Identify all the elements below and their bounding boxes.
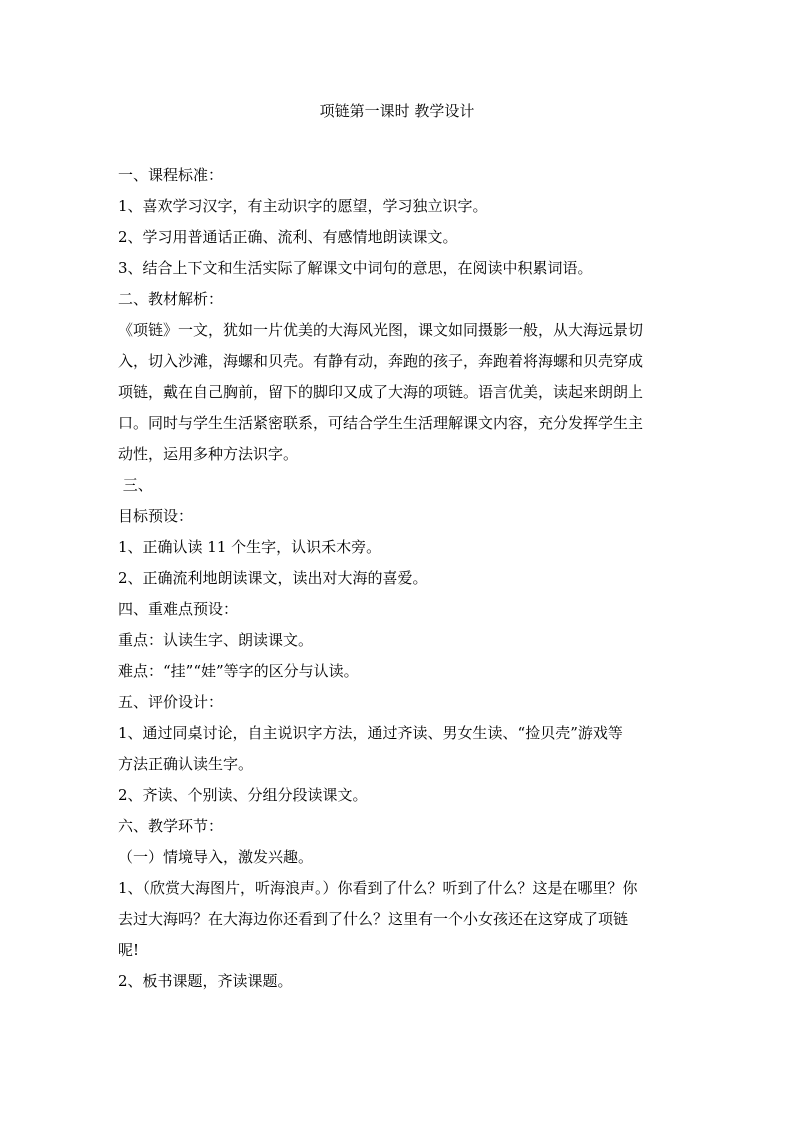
paragraph-line: 动性，运用多种方法识字。 <box>118 445 299 463</box>
list-item: 1、通过同桌讨论，自主说识字方法，通过齐读、男女生读、“捡贝壳”游戏等 <box>118 724 623 742</box>
section-heading: 一、课程标准： <box>118 166 224 184</box>
text-line: 重点：认读生字、朗读课文。 <box>118 631 314 649</box>
list-item: 3、结合上下文和生活实际了解课文中词句的意思，在阅读中积累词语。 <box>118 259 593 277</box>
paragraph-line: 《项链》一文，犹如一片优美的大海风光图，课文如同摄影一般，从大海远景切 <box>118 321 644 339</box>
list-item: 1、正确认读 11 个生字，认识禾木旁。 <box>118 538 382 556</box>
section-heading: 六、教学环节： <box>118 817 224 835</box>
list-item: 1、喜欢学习汉字，有主动识字的愿望，学习独立识字。 <box>118 197 488 215</box>
list-item-continuation: 方法正确认读生字。 <box>118 755 254 773</box>
section-heading: 二、教材解析： <box>118 290 224 308</box>
subsection-heading: （一）情境导入，激发兴趣。 <box>118 848 314 866</box>
paragraph-line: 入，切入沙滩，海螺和贝壳。有静有动，奔跑的孩子，奔跑着将海螺和贝壳穿成 <box>118 352 644 370</box>
section-heading: 三、 <box>118 476 153 494</box>
list-item: 2、正确流利地朗读课文，读出对大海的喜爱。 <box>118 569 428 587</box>
subheading: 目标预设： <box>118 507 194 525</box>
document-body <box>118 160 678 997</box>
list-item-continuation: 去过大海吗？在大海边你还看到了什么？这里有一个小女孩还在这穿成了项链 <box>118 910 629 928</box>
list-item: 2、板书课题，齐读课题。 <box>118 972 293 990</box>
text-line: 难点：“挂”“娃”等字的区分与认读。 <box>118 662 359 680</box>
list-item: 2、学习用普通话正确、流利、有感情地朗读课文。 <box>118 228 458 246</box>
paragraph-line: 项链，戴在自己胸前，留下的脚印又成了大海的项链。语言优美，读起来朗朗上 <box>118 383 644 401</box>
paragraph-line: 口。同时与学生生活紧密联系，可结合学生生活理解课文内容，充分发挥学生主 <box>118 414 644 432</box>
list-item: 2、齐读、个别读、分组分段读课文。 <box>118 786 368 804</box>
list-item: 1、（欣赏大海图片，听海浪声。）你看到了什么？听到了什么？这是在哪里？你 <box>118 879 638 897</box>
section-heading: 五、评价设计： <box>118 693 224 711</box>
list-item-continuation: 呢! <box>118 941 140 959</box>
section-heading: 四、重难点预设： <box>118 600 239 618</box>
document-title: 项链第一课时 教学设计 <box>319 102 475 120</box>
